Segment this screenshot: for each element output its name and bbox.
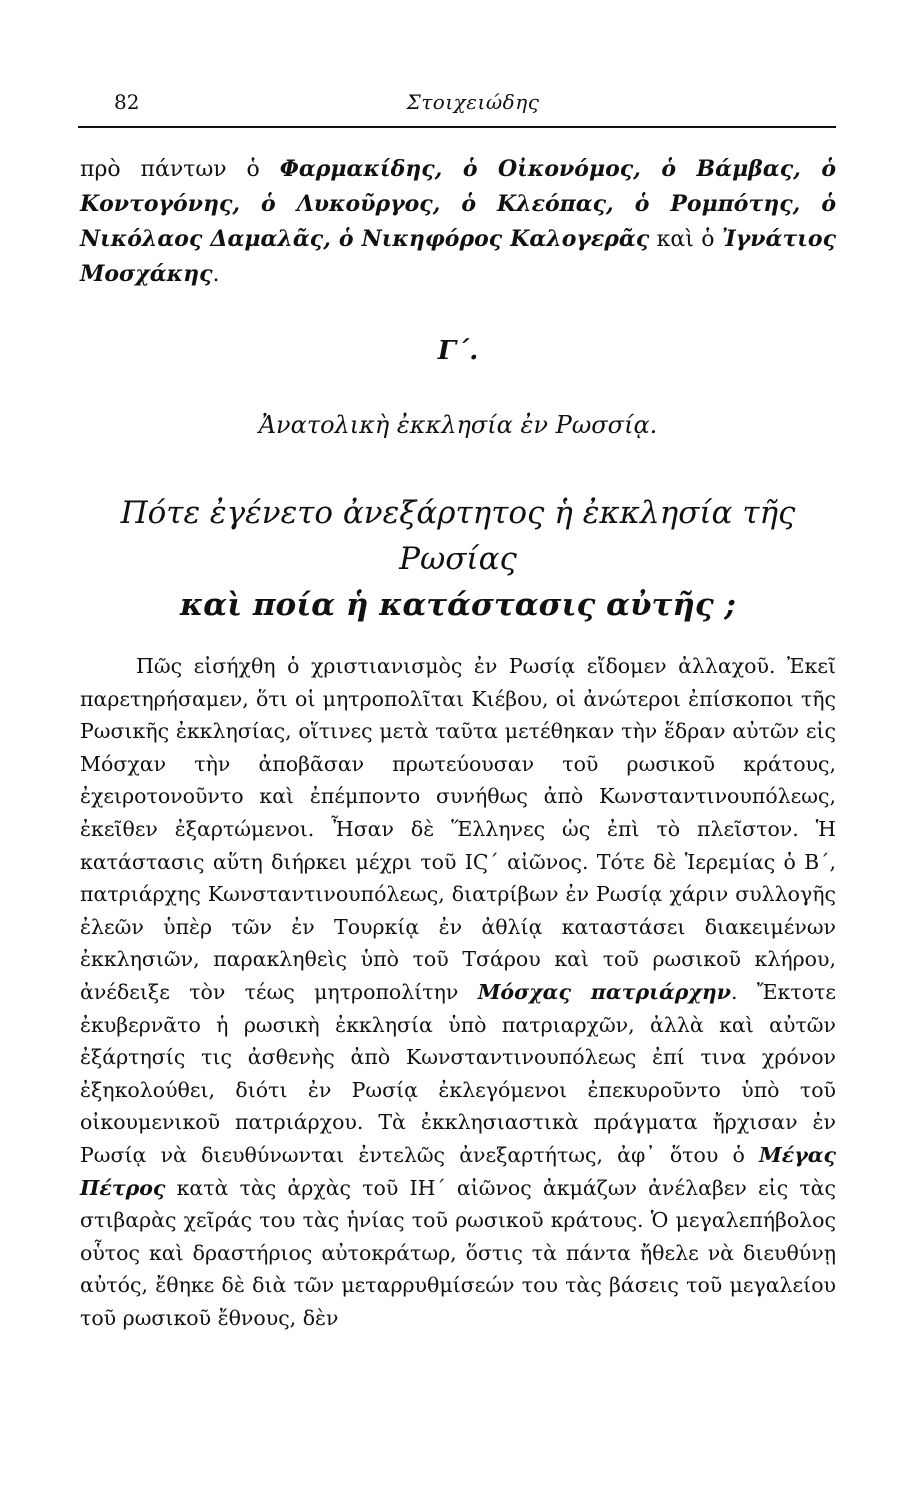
intro-text-2: καὶ ὁ: [649, 227, 722, 252]
page-header: [108, 90, 838, 120]
main-paragraph: [80, 650, 836, 1334]
intro-names-1: Φαρμακίδης, ὁ Οἰκονόμος, ὁ Βάμβας, ὁ Κοντογόνης, ὁ Λυκοῦργος, ὁ Κλεόπας, ὁ Ρομπότης, ὁ Νικόλαος Δαμαλᾶς, ὁ Νικηφόρος Καλογερᾶς: [80, 156, 836, 252]
intro-text-1: πρὸ πάντων ὁ: [80, 157, 280, 182]
header-rule: [78, 126, 836, 128]
running-title: Στοιχειώδης: [406, 90, 540, 114]
main-text-part-3: κατὰ τὰς ἀρχὰς τοῦ ΙΗ΄ αἰῶνος ἀκμάζων ἀνέλαβεν εἰς τὰς στιβαρὰς χεῖράς του τὰς ἡνίας τοῦ ρωσικοῦ κράτους. Ὁ μεγαλεπήβολος οὗτος καὶ δραστήριος αὐτοκράτωρ, ὅστις τὰ πάντα ἤθελε νὰ διευθύνῃ αὐτός, ἔθηκε δὲ διὰ τῶν μεταρρυθμίσεών του τὰς βάσεις τοῦ μεγαλείου τοῦ ρωσικοῦ ἔθνους, δὲν: [80, 1175, 836, 1330]
bold-phrase-moscow-patriarch: Μόσχας πατριάρχην: [477, 979, 732, 1004]
intro-names-2: Ἰγνάτιος Μοσχάκης: [80, 226, 836, 287]
section-title: Ἀνατολικὴ ἐκκλησία ἐν Ρωσσίᾳ.: [258, 411, 658, 439]
bold-phrase-peter-the-great: Μέγας Πέτρος: [80, 1142, 836, 1200]
intro-paragraph: [80, 152, 836, 292]
page-body: [80, 152, 836, 1334]
page-number: 82: [114, 90, 140, 114]
section-letter: Γ΄.: [437, 336, 479, 366]
main-text-part-1: Πῶς εἰσήχθη ὁ χριστιανισμὸς ἐν Ρωσίᾳ εἴδομεν ἀλλαχοῦ. Ἐκεῖ παρετηρήσαμεν, ὅτι οἱ μητροπολῖται Κιέβου, οἱ ἀνώτεροι ἐπίσκοποι τῆς Ρωσικῆς ἐκκλησίας, οἵτινες μετὰ ταῦτα μετέθηκαν τὴν ἕδραν αὐτῶν εἰς Μόσχαν τὴν ἀποβᾶσαν πρωτεύουσαν τοῦ ρωσικοῦ κράτους, ἐχειροτονοῦντο καὶ ἐπέμποντο συνήθως ἀπὸ Κωνσταντινουπόλεως, ἐκεῖθεν ἐξαρτώμενοι. Ἦσαν δὲ Ἕλληνες ὡς ἐπὶ τὸ πλεῖστον. Ἡ κατάστασις αὕτη διήρκει μέχρι τοῦ ΙϚ΄ αἰῶνος. Τότε δὲ Ἱερεμίας ὁ Β΄, πατριάρχης Κωνσταντινουπόλεως, διατρίβων ἐν Ρωσίᾳ χάριν συλλογῆς ἐλεῶν ὑπὲρ τῶν ἐν Τουρκίᾳ ἐν ἀθλίᾳ καταστάσει διακειμένων ἐκκλησιῶν, παρακληθεὶς ὑπὸ τοῦ Τσάρου καὶ τοῦ ρωσικοῦ κλήρου, ἀνέδειξε τὸν τέως μητροπολίτην: [80, 654, 836, 1004]
main-text-part-2: . Ἔκτοτε ἐκυβερνᾶτο ἡ ρωσικὴ ἐκκλησία ὑπὸ πατριαρχῶν, ἀλλὰ καὶ αὐτῶν ἐξάρτησίς τις ἀσθενὴς ἀπὸ Κωνσταντινουπόλεως ἐπί τινα χρόνον ἐξηκολούθει, διότι ἐν Ρωσίᾳ ἐκλεγόμενοι ἐπεκυροῦντο ὑπὸ τοῦ οἰκουμενικοῦ πατριάρχου. Τὰ ἐκκλησιαστικὰ πράγματα ἤρχισαν ἐν Ρωσίᾳ νὰ διευθύνωνται ἐντελῶς ἀνεξαρτήτως, ἀφ᾽ ὅτου ὁ: [80, 979, 836, 1167]
question-line-1: Πότε ἐγένετο ἀνεξάρτητος ἡ ἐκκλησία τῆς Ρωσίας: [120, 495, 796, 577]
question-line-2: καὶ ποία ἡ κατάστασις αὐτῆς ;: [179, 587, 736, 623]
intro-text-3: .: [212, 262, 220, 287]
question-heading: [80, 490, 836, 628]
